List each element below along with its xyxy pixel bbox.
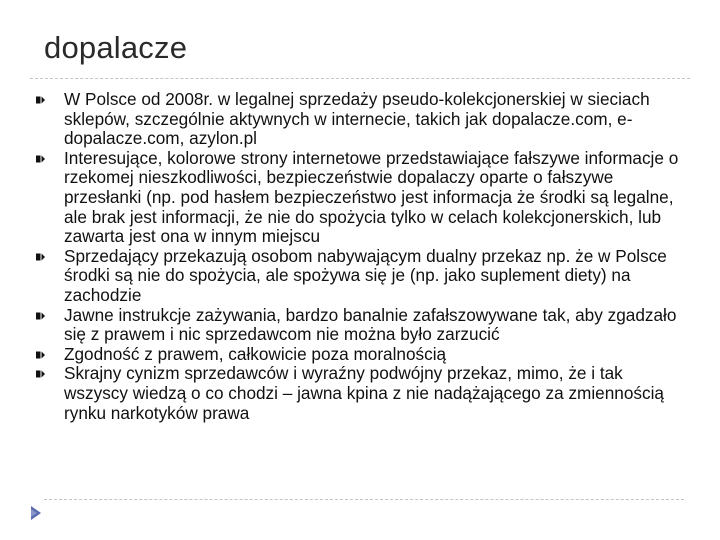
bullet-text: W Polsce od 2008r. w legalnej sprzedaży pseudo-kolekcjonerskiej w sieciach sklepów, szczególnie aktywnych w internecie, takich jak dopalacze.com, e-dopalacze.com, azylon.pl: [64, 89, 650, 149]
square-arrow-bullet-icon: [36, 96, 45, 104]
bullet-text: Jawne instrukcje zażywania, bardzo banalnie zafałszowywane tak, aby zgadzało się z prawem i nic sprzedawcom nie można było zarzucić: [64, 304, 677, 345]
square-arrow-bullet-icon: [36, 312, 45, 320]
bullet-item: [30, 247, 690, 306]
bullet-item: [30, 345, 690, 365]
bullet-text: Skrajny cynizm sprzedawców i wyraźny podwójny przekaz, mimo, że i tak wszyscy wiedzą o co chodzi – jawna kpina z nie nadążającego za zmiennością rynku narkotyków prawa: [64, 363, 664, 423]
title-divider: [30, 78, 690, 79]
bullet-item: [30, 306, 690, 345]
bullet-text: Sprzedający przekazują osobom nabywającym dualny przekaz np. że w Polsce środki są nie do spożycia, ale spożywa się je (np. jako suplement diety) na zachodzie: [64, 245, 667, 305]
slide-content: [30, 90, 690, 423]
square-arrow-bullet-icon: [36, 253, 45, 261]
bullet-text: Interesujące, kolorowe strony internetowe przedstawiające fałszywe informacje o rzekomej nieszkodliwości, bezpieczeństwie dopalaczy oparte o fałszywe przesłanki (np. pod hasłem bezpieczeństwo jest informacja że środki są legalne, ale brak jest informacji, że nie do spożycia tylko w celach kolekcjonerskich, lub zawarta jest ona w innym miejscu: [64, 147, 679, 247]
bullet-text: Zgodność z prawem, całkowicie poza moralnością: [64, 343, 447, 364]
square-arrow-bullet-icon: [36, 155, 45, 163]
slide-title: dopalacze: [44, 30, 188, 65]
square-arrow-bullet-icon: [36, 370, 45, 378]
bullet-item: [30, 149, 690, 247]
square-arrow-bullet-icon: [36, 351, 45, 359]
footer-divider: [44, 499, 684, 500]
bullet-list: [30, 90, 690, 423]
bullet-item: [30, 364, 690, 423]
bullet-item: [30, 90, 690, 149]
triangle-marker-icon: [30, 505, 42, 521]
